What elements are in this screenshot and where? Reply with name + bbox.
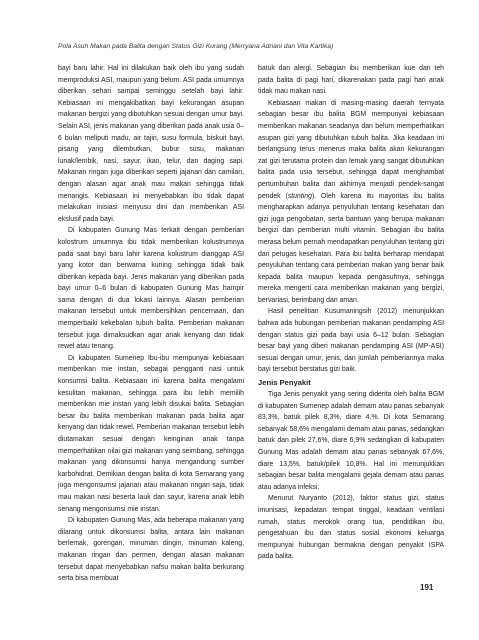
body-paragraph: Hasil penelitian Kusumaningsih (2012) menunjukkan bahwa ada hubungan pemberian makanan pendamping ASI dengan status gizi pada bayi usia 6–12 bulan. Sebagian besar bayi yang diberi makanan pendamping ASI (MP-ASI) sesuai dengan umur, jenis, dan jumlah pemberiannya maka bayi tersebut berstatus gizi baik. [258, 308, 444, 374]
page-number: 191 [420, 583, 434, 592]
right-column [258, 63, 444, 563]
running-header: Pola Asuh Makan pada Balita dengan Status Gizi Kurang (Merryana Adriani dan Vita Kartika) [58, 43, 334, 50]
body-paragraph: Di kabupaten Gunung Mas, ada beberapa makanan yang dilarang untuk dikonsumsi balita, antara lain makanan berlemak, gorengan, minuman dingin, minuman kaleng, makanan ringan dan permen, dengan alasan makanan tersebut dapat menyebabkan nafsu makan balita berkurang serta bisa membuat [58, 517, 244, 583]
section-heading: Jenis Penyakit [258, 378, 311, 388]
left-column [58, 63, 244, 585]
body-paragraph: Menurut Nuryanto (2012), faktor status gizi, status imunisasi, kepadatan tempat tinggal, keadaan ventilasi rumah, status merokok orang tua, pendidikan ibu, pengetahuan ibu dan status sosial ekonomi keluarga mempunyai hubungan bermakna dengan penyakit ISPA pada balita. [258, 495, 444, 561]
body-paragraph: Kebiasaan makan di masing-masing daerah ternyata sebagian besar ibu balita BGM mempunyai kebiasaan memberikan makanan seadanya dan belum memperhatikan asupan gizi yang dibutuhkan tubuh balita. Jika keadaan ini berlangsung terus menerus maka balita akan kekurangan zat gizi terutama protein dan lemak yang sangat dibutuhkan balita pada usia tersebut, sehingga dapat menghambat pertumbuhan balita dan akhirnya menjadi pendek-sangat pendek (stunting). Oleh karena itu mayoritas ibu balita mengharapkan adanya penyuluhan tentang kesehatan dan gizi juga pengobatan, serta bantuan yang berupa makanan bergizi dan pemberian multi vitamin. Sebagian ibu balita merasa belum pernah mendapatkan penyuluhan tentang gizi dari petugas kesehatan. Para ibu balita berharap mendapat penyuluhan tentang cara pemberian makan yang benar baik kepada balita maupun kepada pengasuhnya, sehingga mereka mengerti cara memberikan makanan yang bergizi, bervariasi, berimbang dan aman. [258, 99, 444, 304]
body-paragraph: batuk dan alergi. Sebagian ibu memberikan kue dan teh pada balita di pagi hari, dikarenakan pada pagi hari anak tidak mau makan nasi. [258, 65, 444, 96]
body-paragraph: bayi baru lahir. Hal ini dilakukan baik oleh ibu yang sudah memproduksi ASI, maupun yang belum. ASI pada umumnya diberikan sehari sampai seminggu setelah bayi lahir. Kebiasaan ini mengakibatkan bayi kekurangan asupan makanan bergizi yang dibutuhkan sesuai dengan umur bayi. Selain ASI, jenis makanan yang diberikan pada anak usia 0–6 bulan meliputi madu, air tajin, susu formula, biskuit bayi, pisang yang dilembutkan, bubur susu, makanan lunak/lembik, nasi, sayur, ikan, telur, dan daging sapi. Makanan ringan juga diberikan seperti jajanan dan camilan, dengan alasan agar anak mau makan sehingga tidak menangis. Kebiasaan ini menyebabkan ibu tidak dapat melakukan inisiasi menyusu dini dan memberikan ASI ekslusif pada bayi. [58, 65, 244, 223]
body-paragraph: Di kabupaten Sumenep Ibu-ibu mempunyai kebiasaan memberikan mie instan, sebagai pengganti nasi untuk konsumsi balita. Kebiasaan ini karena balita mengalami kesulitan makanan, sehingga para ibu lebih memilih memberikan mie instan yang lebih disukai balita. Sebagian besar ibu balita memberikan makanan pada balita agar kenyang dan tidak rewel. Pemberian makanan tersebut lebih diutamakan sesuai dengan keinginan anak tanpa memperhatikan nilai gizi makanan yang seimbang, sehingga makanan yang dikonsumsi hanya mengandung sumber karbohidrat. Demikian dengan balita di kota Semarang yang juga mengonsumsi jajanan atau makanan ringan saja, tidak mau makan nasi beserta lauk dan sayur, karena anak lebih senang mengonsumsi mie instan. [58, 354, 244, 513]
body-paragraph: Di kabupaten Gunung Mas terkait dengan pemberian kolostrum umumnya ibu tidak memberikan kolustrumnya pada saat bayi baru lahir karena kolustrum dianggap ASI yang kotor dan berwarna kuning sehingga tidak baik diberikan kepada bayi. Jenis makanan yang diberikan pada bayi umur 0–6 bulan di kabupaten Gunung Mas hampir sama dengan di dua lokasi lainnya. Alasan pemberian makanan tersebut untuk membersihkan pencernaan, dan memperbaiki kekebalan tubuh balita. Pemberian makanan tersebut juga dimaksudkan agar anak kenyang dan tidak rewel atau tenang. [58, 227, 244, 351]
body-paragraph: Tiga Jenis penyakit yang sering diderita oleh balita BGM di kabupaten Sumenep adalah demam atau panas sebanyak 83,3%, batuk pilek 8,3%, diare 4,%. Di kota Semarang sebanyak 58,6% mengalami demam atau panas, sedangkan batuk dan pilek 27,6%, diare 6,9% sedangkan di kabupaten Gunung Mas adalah demam atau panas sebanyak 67,6%, diare 13,5%, batuk/pilek 10,8%. Hal ini menunjukkan sebagian besar balita mengalami gejala demam atau panas atau adanya infeksi. [258, 391, 444, 491]
